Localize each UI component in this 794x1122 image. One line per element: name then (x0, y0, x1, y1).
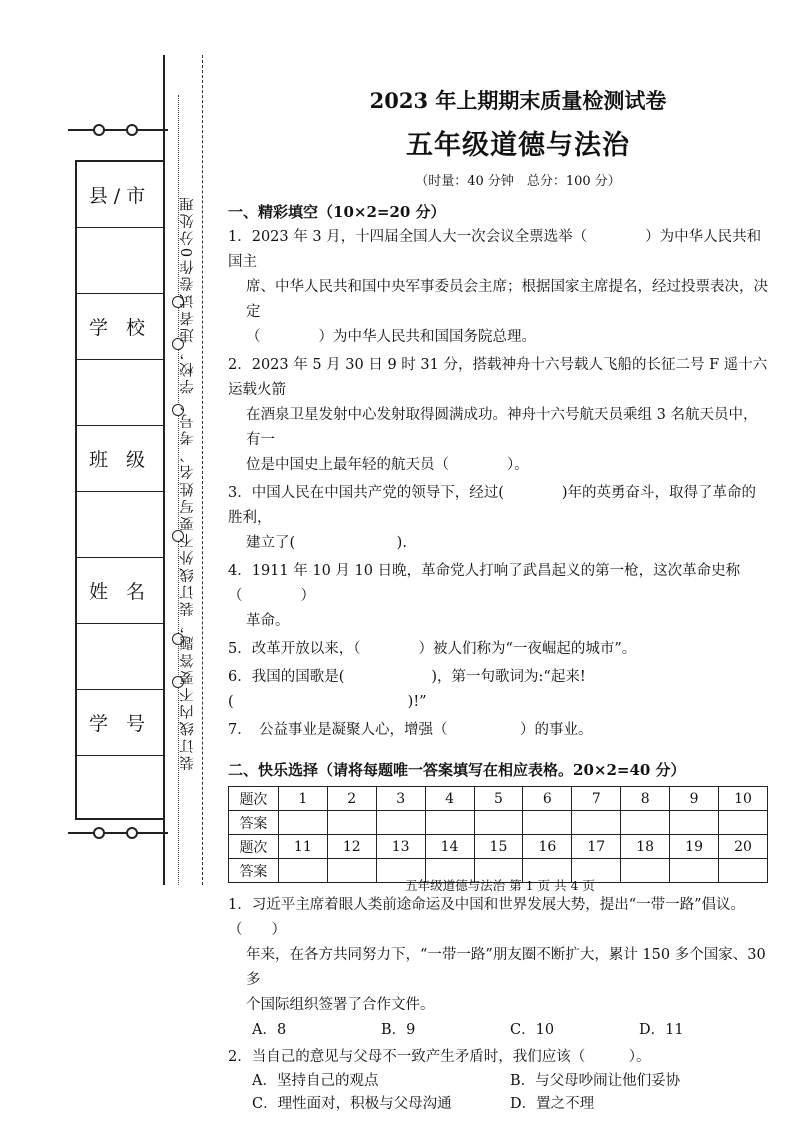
question-number-cell: 15 (474, 835, 523, 859)
question-number-cell: 8 (621, 787, 670, 811)
option-c[interactable]: C．10 (510, 1022, 555, 1038)
binding-knot-bottom (68, 826, 168, 840)
answer-table-row (229, 787, 768, 811)
student-info-box (75, 160, 165, 820)
answer-cell[interactable] (278, 859, 327, 883)
option-b[interactable]: B．与父母吵闹让他们妥协 (510, 1073, 681, 1089)
answer-cell[interactable] (425, 811, 474, 835)
fill-question-5: 5．改革开放以来，（ ）被人们称为“一夜崛起的城市”。 (228, 641, 637, 657)
question-number-cell: 19 (670, 835, 719, 859)
answer-label: 答案 (229, 811, 279, 835)
fill-q2-line1: 2．2023 年 5 月 30 日 9 时 31 分，搭载神舟十六号载人飞船的长征二号 F 遥十六运载火箭 (228, 357, 768, 398)
question-number-cell: 1 (278, 787, 327, 811)
class-field[interactable] (77, 492, 163, 558)
choice-q2-options-row1 (228, 1070, 768, 1093)
question-number-cell: 18 (621, 835, 670, 859)
answer-cell[interactable] (621, 859, 670, 883)
section-1-heading: 一、精彩填空（10×2=20 分） (228, 203, 446, 221)
fill-q1-line1: 1．2023 年 3 月，十四届全国人大一次会议全票选举（ ）为中华人民共和国主 (228, 229, 762, 270)
name-field[interactable] (77, 624, 163, 690)
choice-q2-options-row2 (228, 1093, 768, 1116)
question-number-cell: 17 (572, 835, 621, 859)
answer-cell[interactable] (621, 811, 670, 835)
fill-question-1 (228, 225, 768, 350)
exam-time-score: （时量：40 分钟 总分：100 分） (415, 174, 621, 189)
option-d[interactable]: D．置之不理 (510, 1096, 595, 1112)
school-label: 学 校 (77, 294, 163, 360)
student-id-field[interactable] (77, 756, 163, 822)
question-number-label: 题次 (229, 835, 279, 859)
question-number-cell: 9 (670, 787, 719, 811)
answer-cell[interactable] (327, 811, 376, 835)
option-a[interactable]: A．坚持自己的观点 (252, 1073, 379, 1089)
fill-q2-line2: 在酒泉卫星发射中心发射取得圆满成功。神舟十六号航天员乘组 3 名航天员中，有一 (246, 407, 758, 448)
question-number-cell: 20 (719, 835, 768, 859)
fill-q1-line2: 席、中华人民共和国中央军事委员会主席；根据国家主席提名，经过投票表决，决定 (246, 279, 768, 320)
section-2-heading: 二、快乐选择（请将每题唯一答案填写在相应表格。20×2=40 分） (228, 761, 686, 779)
class-label: 班 级 (77, 426, 163, 492)
binding-dashed-line (202, 55, 203, 885)
choice-q1-options (228, 1018, 768, 1042)
answer-cell[interactable] (474, 811, 523, 835)
answer-label: 答案 (229, 859, 279, 883)
question-number-cell: 10 (719, 787, 768, 811)
answer-cell[interactable] (376, 811, 425, 835)
name-label: 姓 名 (77, 558, 163, 624)
question-number-cell: 7 (572, 787, 621, 811)
question-number-cell: 5 (474, 787, 523, 811)
answer-cell[interactable] (670, 859, 719, 883)
fill-question-6: 6．我国的国歌是( )，第一句歌词为:“起来!( )!” (228, 669, 586, 710)
fill-q3-line1: 3．中国人民在中国共产党的领导下，经过( )年的英勇奋斗，取得了革命的胜利， (228, 485, 757, 526)
question-number-cell: 14 (425, 835, 474, 859)
answer-table-row (229, 811, 768, 835)
choice-question-1 (228, 893, 768, 1018)
fill-question-7: 7． 公益事业是凝聚人心，增强（ ）的事业。 (228, 722, 593, 738)
exam-content (228, 85, 768, 1116)
answer-table (228, 786, 768, 883)
fill-question-3 (228, 481, 768, 556)
student-id-label: 学 号 (77, 690, 163, 756)
answer-cell[interactable] (719, 811, 768, 835)
fill-q3-line2: 建立了( ). (246, 535, 407, 551)
answer-cell[interactable] (523, 811, 572, 835)
question-number-cell: 6 (523, 787, 572, 811)
answer-cell[interactable] (327, 859, 376, 883)
seal-warning-column (176, 190, 200, 770)
option-d[interactable]: D．11 (639, 1022, 684, 1038)
fill-q4-line1: 4．1911 年 10 月 10 日晚，革命党人打响了武昌起义的第一枪，这次革命史称（ ） (228, 563, 741, 604)
exam-subject: 五年级道德与法治 (406, 130, 630, 161)
choice-q1-line2: 年来，在各方共同努力下，“一带一路”朋友圈不断扩大，累计 150 多个国家、30 多 (246, 947, 766, 988)
answer-table-row (229, 835, 768, 859)
county-label: 县/市 (77, 162, 163, 228)
answer-cell[interactable] (719, 859, 768, 883)
option-c[interactable]: C．理性面对，积极与父母沟通 (252, 1096, 452, 1112)
question-number-cell: 4 (425, 787, 474, 811)
question-number-cell: 12 (327, 835, 376, 859)
option-b[interactable]: B．9 (381, 1022, 416, 1038)
fill-question-2 (228, 353, 768, 478)
answer-cell[interactable] (670, 811, 719, 835)
fill-question-4 (228, 559, 768, 634)
choice-q1-line3: 个国际组织签署了合作文件。 (246, 997, 435, 1013)
question-number-cell: 11 (278, 835, 327, 859)
choice-q1-line1: 1．习近平主席着眼人类前途命运及中国和世界发展大势，提出“一带一路”倡议。（ ） (228, 897, 746, 938)
question-number-cell: 13 (376, 835, 425, 859)
question-number-cell: 2 (327, 787, 376, 811)
seal-warning-text: 装订线内不要答题，装订线外不要写姓名、考号、学校，违者试卷作0分处理 (180, 193, 196, 770)
option-a[interactable]: A．8 (252, 1022, 287, 1038)
county-field[interactable] (77, 228, 163, 294)
school-field[interactable] (77, 360, 163, 426)
fill-q2-line3: 位是中国史上最年轻的航天员（ ）。 (246, 457, 529, 473)
answer-cell[interactable] (572, 811, 621, 835)
choice-question-2: 2．当自己的意见与父母不一致产生矛盾时，我们应该（ ）。 (228, 1049, 651, 1065)
question-number-cell: 3 (376, 787, 425, 811)
question-number-label: 题次 (229, 787, 279, 811)
fill-q1-line3: （ ）为中华人民共和国国务院总理。 (246, 329, 536, 345)
question-number-cell: 16 (523, 835, 572, 859)
answer-cell[interactable] (278, 811, 327, 835)
exam-title: 2023 年上期期末质量检测试卷 (369, 88, 667, 113)
binding-margin (0, 0, 215, 1122)
binding-knot-top (68, 123, 168, 137)
fill-q4-line2: 革命。 (246, 613, 290, 629)
page-footer: 五年级道德与法治 第 1 页 共 4 页 (405, 878, 595, 893)
